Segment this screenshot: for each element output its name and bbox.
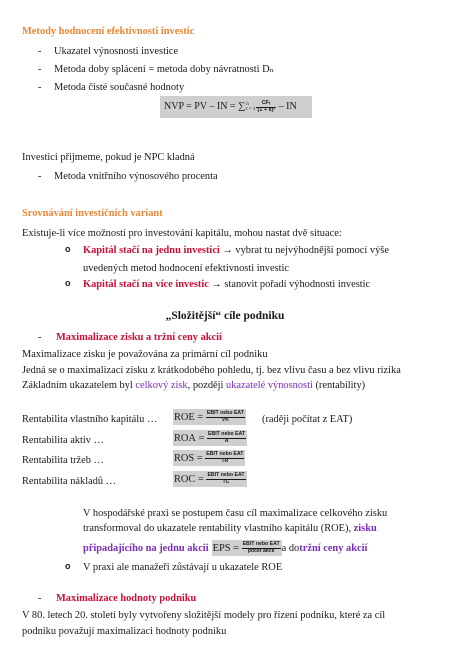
- sum-lower: t = 1: [246, 107, 256, 112]
- ratio-formula-roa: ROA = $\frac{\text{EBIT nebo EAT}}{A}$: [173, 430, 247, 446]
- subheading-profit-max: Maximalizace zisku a tržní ceny akcií: [56, 332, 222, 343]
- ratio-label-ros: Rentabilita tržeb …: [22, 455, 104, 466]
- situation-two-rest: → stanovit pořadí výhodnosti investic: [208, 279, 371, 290]
- highlight-eps: připadajícího na jednu akcii: [83, 542, 209, 554]
- fraction-numerator: EBIT nebo EAT: [242, 541, 280, 548]
- fraction-denominator: TC: [222, 478, 230, 485]
- ratio-label-roe: Rentabilita vlastního kapitálu …: [22, 414, 158, 425]
- npv-formula: [160, 96, 312, 118]
- highlight-total-profit: celkový zisk: [135, 380, 188, 391]
- accept-rule-text: Investici přijmeme, pokud je NPC kladná: [22, 152, 195, 163]
- paragraph-line: [83, 522, 377, 535]
- dash-bullet: -: [38, 171, 42, 182]
- dash-bullet: -: [38, 332, 42, 343]
- ratio-label-roc: Rentabilita nákladů …: [22, 476, 117, 487]
- fraction-denominator: VK: [221, 416, 230, 423]
- npv-formula-right: – IN: [278, 100, 297, 112]
- situation-one: [83, 244, 389, 257]
- ratio-fraction: [205, 452, 244, 464]
- sum-upper: n: [246, 102, 249, 107]
- ratio-fraction: [206, 473, 245, 485]
- ratio-formula-roc: ROC = $\frac{\text{EBIT nebo EAT}}{TC}$: [173, 471, 247, 487]
- fraction-denominator: TR: [221, 457, 229, 464]
- npv-fraction: [256, 101, 275, 114]
- ratio-name: EPS: [212, 542, 231, 554]
- circle-bullet: o: [65, 278, 71, 288]
- dash-bullet: -: [38, 82, 42, 93]
- paragraph-line: Maximalizace zisku je považována za primární cíl podniku: [22, 349, 268, 360]
- paragraph-line: [83, 540, 367, 556]
- subheading-value-max: Maximalizace hodnoty podniku: [56, 593, 197, 604]
- ratio-note: (raději počítat z EAT): [262, 414, 353, 425]
- npv-fraction-numerator: CFₜ: [256, 101, 275, 108]
- paragraph-line: Jedná se o maximalizací zisku z krátkodobého pohledu, tj. bez vlivu času a bez vlivu rizika: [22, 365, 401, 376]
- npv-fraction-denominator: (1 + k)ᵗ: [257, 106, 275, 113]
- section-title-goals: „Složitější“ cíle podniku: [165, 310, 285, 322]
- fraction-numerator: EBIT nebo EAT: [206, 451, 244, 458]
- fraction-numerator: EBIT nebo EAT: [207, 472, 245, 479]
- ratio-name: ROC: [174, 473, 196, 485]
- situation-one-continued: uvedených metod hodnocení efektivnosti investic: [83, 263, 290, 274]
- circle-bullet: o: [65, 561, 71, 571]
- circle-bullet: o: [65, 244, 71, 254]
- heading-evaluation-methods: Metody hodnocení efektivnosti investic: [22, 26, 195, 37]
- situation-two: [83, 278, 370, 291]
- fraction-denominator: A: [224, 437, 229, 444]
- ratio-name: ROE: [174, 411, 195, 423]
- text-run: transformoval do ukazatele rentability vlastního kapitálu (ROE),: [83, 523, 354, 534]
- paragraph-line: podniku považují maximalizaci hodnoty podniku: [22, 626, 227, 637]
- situation-one-highlight: Kapitál stačí na jednu investici: [83, 245, 220, 256]
- paragraph-line: [22, 379, 365, 392]
- dash-bullet: -: [38, 593, 42, 604]
- fraction-denominator: počet akcií: [247, 547, 275, 554]
- ratio-fraction: [207, 432, 246, 444]
- paragraph-line: V hospodářské praxi se postupem času cíl maximalizace celkového zisku: [83, 508, 388, 519]
- highlight-eps: zisku: [353, 523, 377, 534]
- text-run: Základním ukazatelem byl: [22, 380, 136, 391]
- fraction-numerator: EBIT nebo EAT: [206, 410, 244, 417]
- fraction-numerator: EBIT nebo EAT: [208, 431, 246, 438]
- situation-two-highlight: Kapitál stačí na více investic: [83, 279, 209, 290]
- list-item: Metoda čisté současné hodnoty: [54, 82, 185, 93]
- ratio-formula-ros: ROS = $\frac{\text{EBIT nebo EAT}}{TR}$: [173, 450, 245, 466]
- ratio-formula-roe: ROE = $\frac{\text{EBIT nebo EAT}}{VK}$: [173, 409, 246, 425]
- text-run: a do: [281, 542, 300, 554]
- dash-bullet: -: [38, 46, 42, 57]
- situation-one-rest: → vybrat tu nejvýhodnější pomocí výše: [219, 245, 389, 256]
- list-item: Metoda vnitřního výnosového procenta: [54, 171, 218, 182]
- dash-bullet: -: [38, 64, 42, 75]
- eps-formula: EPS = $\frac{\text{EBIT nebo EAT}}{\text{počet akcií}}$: [212, 540, 282, 556]
- text-run: (rentability): [312, 380, 366, 391]
- heading-comparison: Srovnávání investičních variant: [22, 208, 163, 219]
- npv-formula-left: NVP = PV – IN = ∑: [164, 100, 246, 112]
- comparison-intro: Existuje-li více možností pro investování kapitálu, mohou nastat dvě situace:: [22, 228, 342, 239]
- ratio-fraction: [206, 411, 245, 423]
- sum-limits: [246, 102, 255, 112]
- list-item: Ukazatel výnosnosti investice: [54, 46, 179, 57]
- ratio-name: ROA: [174, 432, 196, 444]
- paragraph-line: V praxi ale manažeři zůstávají u ukazatele ROE: [83, 562, 283, 573]
- list-item: Metoda doby splácení = metoda doby návratnosti Dₙ: [54, 64, 275, 75]
- highlight-return-indicators: ukazatelé výnosnosti: [226, 380, 313, 391]
- ratio-name: ROS: [174, 452, 195, 464]
- highlight-share-price: tržní ceny akcií: [299, 542, 368, 554]
- ratio-label-roa: Rentabilita aktiv …: [22, 435, 104, 446]
- text-run: , později: [187, 380, 227, 391]
- paragraph-line: V 80. letech 20. století byly vytvořeny složitější modely pro řízení podniku, které za cíl: [22, 610, 386, 621]
- ratio-fraction: [242, 542, 281, 554]
